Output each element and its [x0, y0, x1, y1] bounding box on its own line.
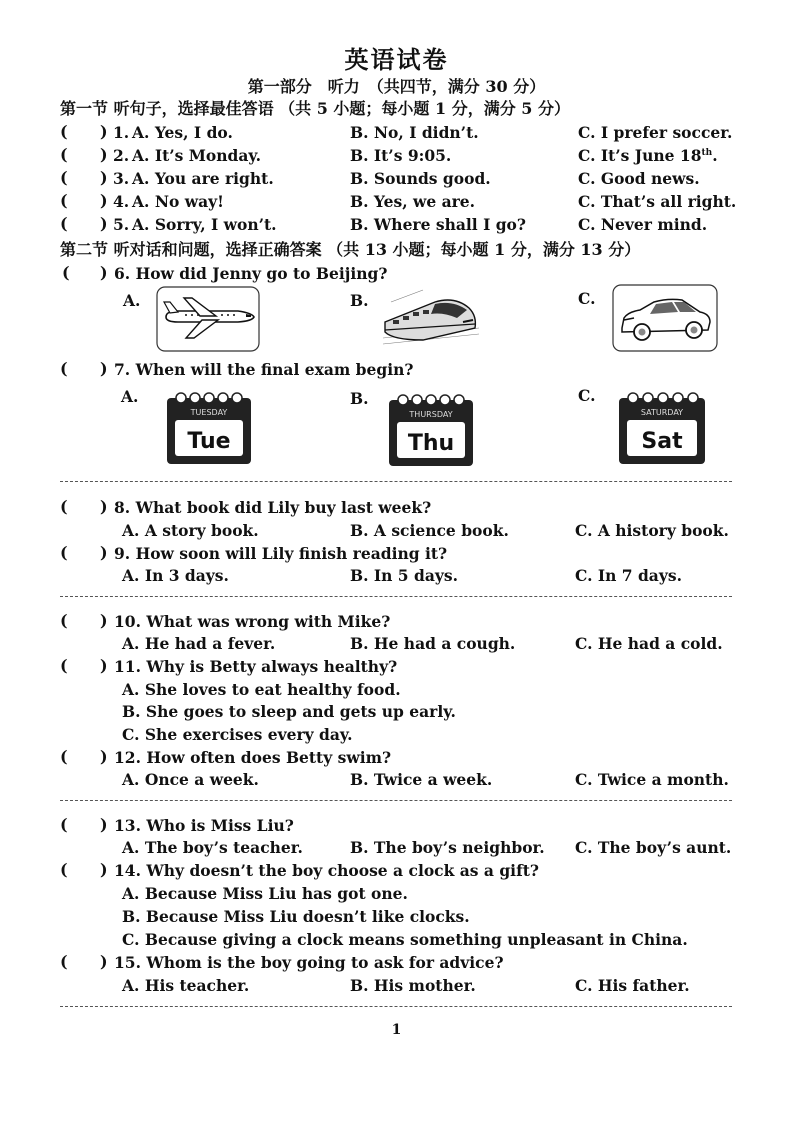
answer-paren-close: ) — [100, 263, 108, 282]
option-c-text: C. It’s June 18 — [578, 146, 702, 165]
question-number: 5. — [113, 215, 130, 234]
divider — [60, 1006, 732, 1007]
calendar-icon — [165, 390, 253, 466]
option-a: A. Once a week. — [122, 770, 259, 789]
calendar-icon — [387, 392, 475, 468]
option-b: B. He had a cough. — [350, 634, 516, 653]
option-c: C. Good news. — [578, 169, 700, 188]
answer-paren-open: ( — [60, 543, 68, 562]
answer-paren-close: ) — [100, 860, 108, 879]
calendar-day-caption: THURSDAY — [409, 410, 453, 419]
option-b: B. No, I didn’t. — [350, 123, 479, 142]
option-a: A. Because Miss Liu has got one. — [122, 884, 408, 903]
calendar-day-label: Tue — [187, 429, 231, 454]
option-a: A. A story book. — [122, 521, 259, 540]
option-a: A. No way! — [132, 192, 224, 211]
option-a: A. He had a fever. — [122, 634, 276, 653]
option-a: A. Sorry, I won’t. — [132, 215, 277, 234]
option-c: C. A history book. — [575, 521, 729, 540]
question-text: 11. Why is Betty always healthy? — [114, 657, 398, 676]
divider — [60, 800, 732, 801]
section1-heading: 第一节 听句子，选择最佳答语 （共 5 小题；每小题 1 分，满分 5 分） — [60, 99, 570, 118]
option-c: C. Never mind. — [578, 215, 708, 234]
option-c: C. His father. — [575, 976, 690, 995]
option-b: B. The boy’s neighbor. — [350, 838, 545, 857]
option-b: B. She goes to sleep and gets up early. — [122, 702, 456, 721]
option-c: C. The boy’s aunt. — [575, 838, 732, 857]
question-number: 2. — [113, 146, 130, 165]
option-a: A. She loves to eat healthy food. — [122, 680, 401, 699]
option-a-label: A. — [123, 291, 141, 310]
option-b: B. Yes, we are. — [350, 192, 476, 211]
answer-paren-open: ( — [60, 747, 68, 766]
question-text: 8. What book did Lily buy last week? — [114, 498, 432, 517]
divider — [60, 481, 732, 482]
answer-paren-open: ( — [60, 191, 68, 210]
answer-paren-close: ) — [100, 656, 108, 675]
answer-paren-close: ) — [100, 543, 108, 562]
part-heading: 第一部分 听力 （共四节，满分 30 分） — [247, 77, 546, 96]
calendar-day-caption: TUESDAY — [190, 408, 228, 417]
option-a: A. His teacher. — [122, 976, 250, 995]
question-text: 15. Whom is the boy going to ask for advice? — [114, 953, 504, 972]
answer-paren-open: ( — [60, 611, 68, 630]
question-text: 14. Why doesn’t the boy choose a clock as a gift? — [114, 861, 539, 880]
option-c: C. Twice a month. — [575, 770, 729, 789]
option-a: A. It’s Monday. — [132, 146, 262, 165]
question-number: 3. — [113, 169, 130, 188]
option-c: C. That’s all right. — [578, 192, 737, 211]
answer-paren-open: ( — [60, 168, 68, 187]
option-b-label: B. — [350, 389, 369, 408]
question-text: 6. How did Jenny go to Beijing? — [114, 264, 388, 283]
question-text: 10. What was wrong with Mike? — [114, 612, 391, 631]
answer-paren-close: ) — [100, 952, 108, 971]
answer-paren-close: ) — [100, 747, 108, 766]
answer-paren-open: ( — [60, 815, 68, 834]
option-c: C. In 7 days. — [575, 566, 682, 585]
option-c: C. She exercises every day. — [122, 725, 353, 744]
car-icon — [612, 284, 718, 352]
option-a: A. The boy’s teacher. — [122, 838, 303, 857]
calendar-icon — [617, 390, 707, 466]
answer-paren-open: ( — [60, 145, 68, 164]
option-c: C. Because giving a clock means something unpleasant in China. — [122, 930, 688, 949]
section2-heading: 第二节 听对话和问题，选择正确答案 （共 13 小题；每小题 1 分，满分 13 分） — [60, 240, 641, 259]
option-a: A. In 3 days. — [122, 566, 229, 585]
answer-paren-close: ) — [100, 359, 108, 378]
option-b: B. Where shall I go? — [350, 215, 526, 234]
answer-paren-open: ( — [60, 656, 68, 675]
option-a: A. Yes, I do. — [132, 123, 233, 142]
answer-paren-close: ) — [100, 122, 108, 141]
answer-paren-close: ) — [100, 611, 108, 630]
option-b: B. Because Miss Liu doesn’t like clocks. — [122, 907, 470, 926]
divider — [60, 596, 732, 597]
question-number: 4. — [113, 192, 130, 211]
option-b: B. His mother. — [350, 976, 476, 995]
answer-paren-open: ( — [60, 952, 68, 971]
answer-paren-close: ) — [100, 214, 108, 233]
option-b: B. A science book. — [350, 521, 509, 540]
calendar-day-caption: SATURDAY — [640, 408, 684, 417]
answer-paren-close: ) — [100, 191, 108, 210]
option-c-label: C. — [578, 289, 596, 308]
page-number: 1 — [391, 1022, 402, 1038]
option-a: A. You are right. — [132, 169, 274, 188]
option-c: C. I prefer soccer. — [578, 123, 733, 142]
option-a-label: A. — [121, 387, 139, 406]
option-b: B. Twice a week. — [350, 770, 493, 789]
option-b: B. In 5 days. — [350, 566, 459, 585]
answer-paren-open: ( — [60, 122, 68, 141]
airplane-icon — [156, 286, 260, 352]
option-b-label: B. — [350, 291, 369, 310]
option-b: B. It’s 9:05. — [350, 146, 452, 165]
train-icon — [383, 288, 479, 348]
answer-paren-close: ) — [100, 145, 108, 164]
answer-paren-close: ) — [100, 815, 108, 834]
question-text: 13. Who is Miss Liu? — [114, 816, 294, 835]
answer-paren-open: ( — [62, 263, 70, 282]
page-title: 英语试卷 — [344, 45, 449, 74]
question-text: 9. How soon will Lily finish reading it? — [114, 544, 448, 563]
option-c-end: . — [712, 146, 718, 165]
calendar-day-label: Thu — [407, 431, 455, 456]
superscript: th — [701, 147, 713, 158]
answer-paren-open: ( — [60, 359, 68, 378]
answer-paren-close: ) — [100, 168, 108, 187]
answer-paren-close: ) — [100, 497, 108, 516]
option-b: B. Sounds good. — [350, 169, 491, 188]
answer-paren-open: ( — [60, 214, 68, 233]
calendar-day-label: Sat — [641, 429, 683, 454]
question-text: 12. How often does Betty swim? — [114, 748, 392, 767]
option-c-label: C. — [578, 386, 596, 405]
option-c — [578, 146, 718, 165]
answer-paren-open: ( — [60, 497, 68, 516]
question-text: 7. When will the final exam begin? — [114, 360, 414, 379]
question-number: 1. — [113, 123, 130, 142]
option-c: C. He had a cold. — [575, 634, 723, 653]
answer-paren-open: ( — [60, 860, 68, 879]
